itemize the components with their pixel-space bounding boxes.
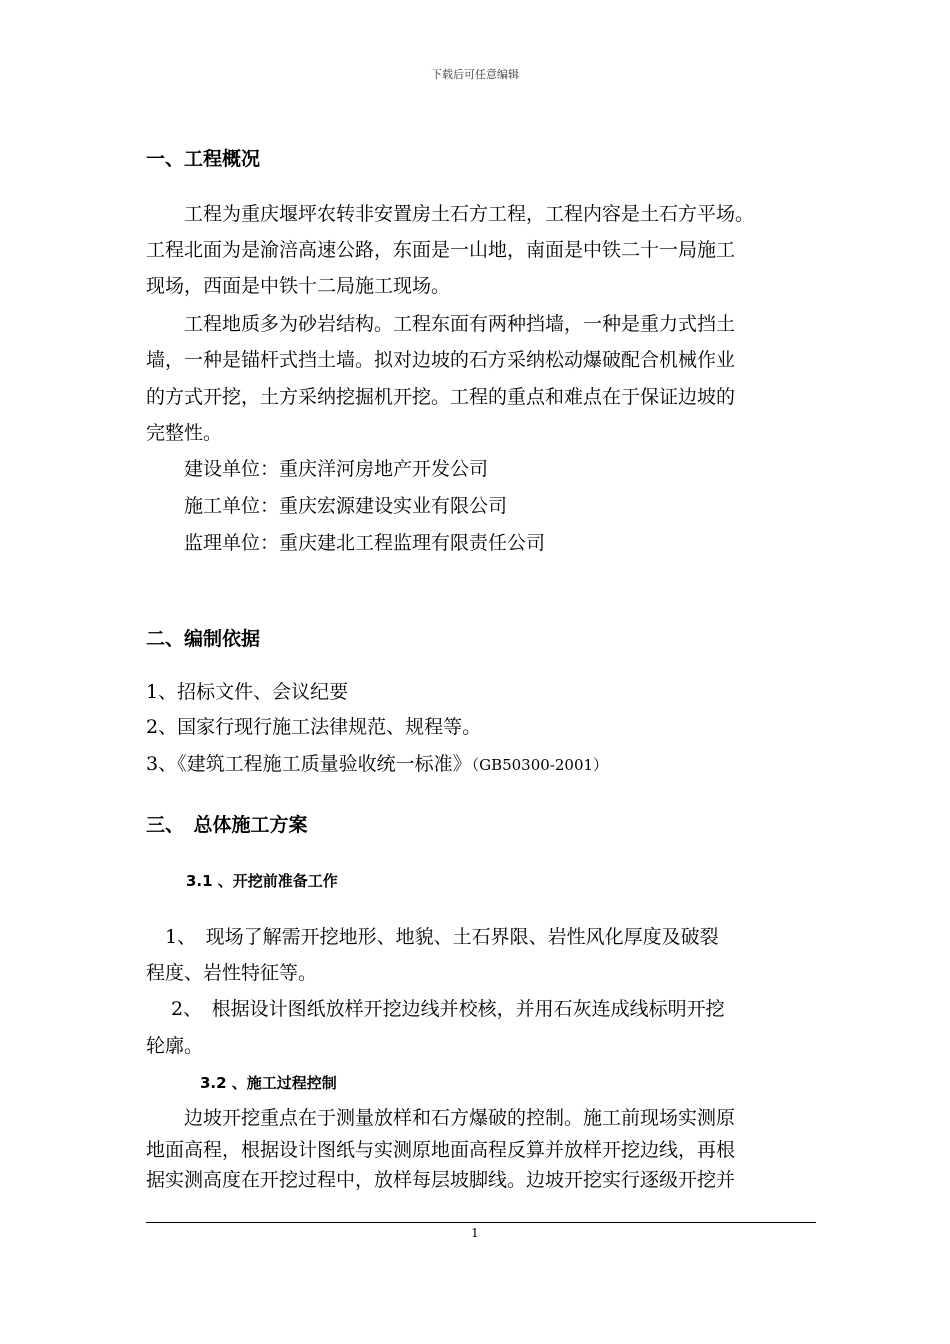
construction-unit-line: 建设单位：重庆洋河房地产开发公司 <box>146 458 489 480</box>
sub-3-2-line-2: 地面高程，根据设计图纸与实测原地面高程反算并放样开挖边线，再根 <box>146 1139 736 1161</box>
page-header: 下载后可任意编辑 <box>431 68 519 81</box>
basis-item-1: 1、招标文件、会议纪要 <box>146 681 349 703</box>
basis-item-3-text: 3、《建筑工程施工质量验收统一标准》 <box>146 753 472 775</box>
section-1-p2-line-4: 完整性。 <box>146 422 223 444</box>
sub-3-1-line-3: 2、 根据设计图纸放样开挖边线并校核，并用石灰连成线标明开挖 <box>146 998 725 1020</box>
page-number: 1 <box>471 1226 479 1240</box>
builder-unit-line: 施工单位：重庆宏源建设实业有限公司 <box>146 495 508 517</box>
basis-item-3 <box>146 752 608 777</box>
sub-3-1-line-1: 1、 现场了解需开挖地形、地貌、土石界限、岩性风化厚度及破裂 <box>146 926 719 948</box>
section-1-p1-line-3: 现场，西面是中铁十二局施工现场。 <box>146 275 451 297</box>
section-1-p2-line-1: 工程地质多为砂岩结构。工程东面有两种挡墙，一种是重力式挡土 <box>146 313 736 335</box>
section-1-p2-line-3: 的方式开挖，土方采纳挖掘机开挖。工程的重点和难点在于保证边坡的 <box>146 386 736 408</box>
section-2-title: 二、编制依据 <box>146 628 261 650</box>
footer-rule <box>146 1222 816 1223</box>
sub-3-2-line-1: 边坡开挖重点在于测量放样和石方爆破的控制。施工前现场实测原 <box>146 1107 736 1129</box>
supervisor-unit-line: 监理单位：重庆建北工程监理有限责任公司 <box>146 532 546 554</box>
section-1-p1-line-2: 工程北面为是渝涪高速公路，东面是一山地，南面是中铁二十一局施工 <box>146 239 736 261</box>
subsection-3-1-title: 3.1 、开挖前准备工作 <box>186 872 338 890</box>
sub-3-2-line-3: 据实测高度在开挖过程中，放样每层坡脚线。边坡开挖实行逐级开挖并 <box>146 1169 736 1191</box>
section-1-title: 一、工程概况 <box>146 148 261 170</box>
subsection-3-2-title: 3.2 、施工过程控制 <box>200 1074 337 1092</box>
sub-3-1-line-4: 轮廓。 <box>146 1035 204 1057</box>
basis-item-3-code: （GB50300-2001） <box>471 756 609 774</box>
section-3-title: 三、 总体施工方案 <box>146 814 308 836</box>
section-1-p2-line-2: 墙，一种是锚杆式挡土墙。拟对边坡的石方采纳松动爆破配合机械作业 <box>146 349 736 371</box>
section-1-p1-line-1: 工程为重庆堰坪农转非安置房土石方工程，工程内容是土石方平场。 <box>146 203 755 225</box>
basis-item-2: 2、国家行现行施工法律规范、规程等。 <box>146 716 482 738</box>
sub-3-1-line-2: 程度、岩性特征等。 <box>146 962 318 984</box>
